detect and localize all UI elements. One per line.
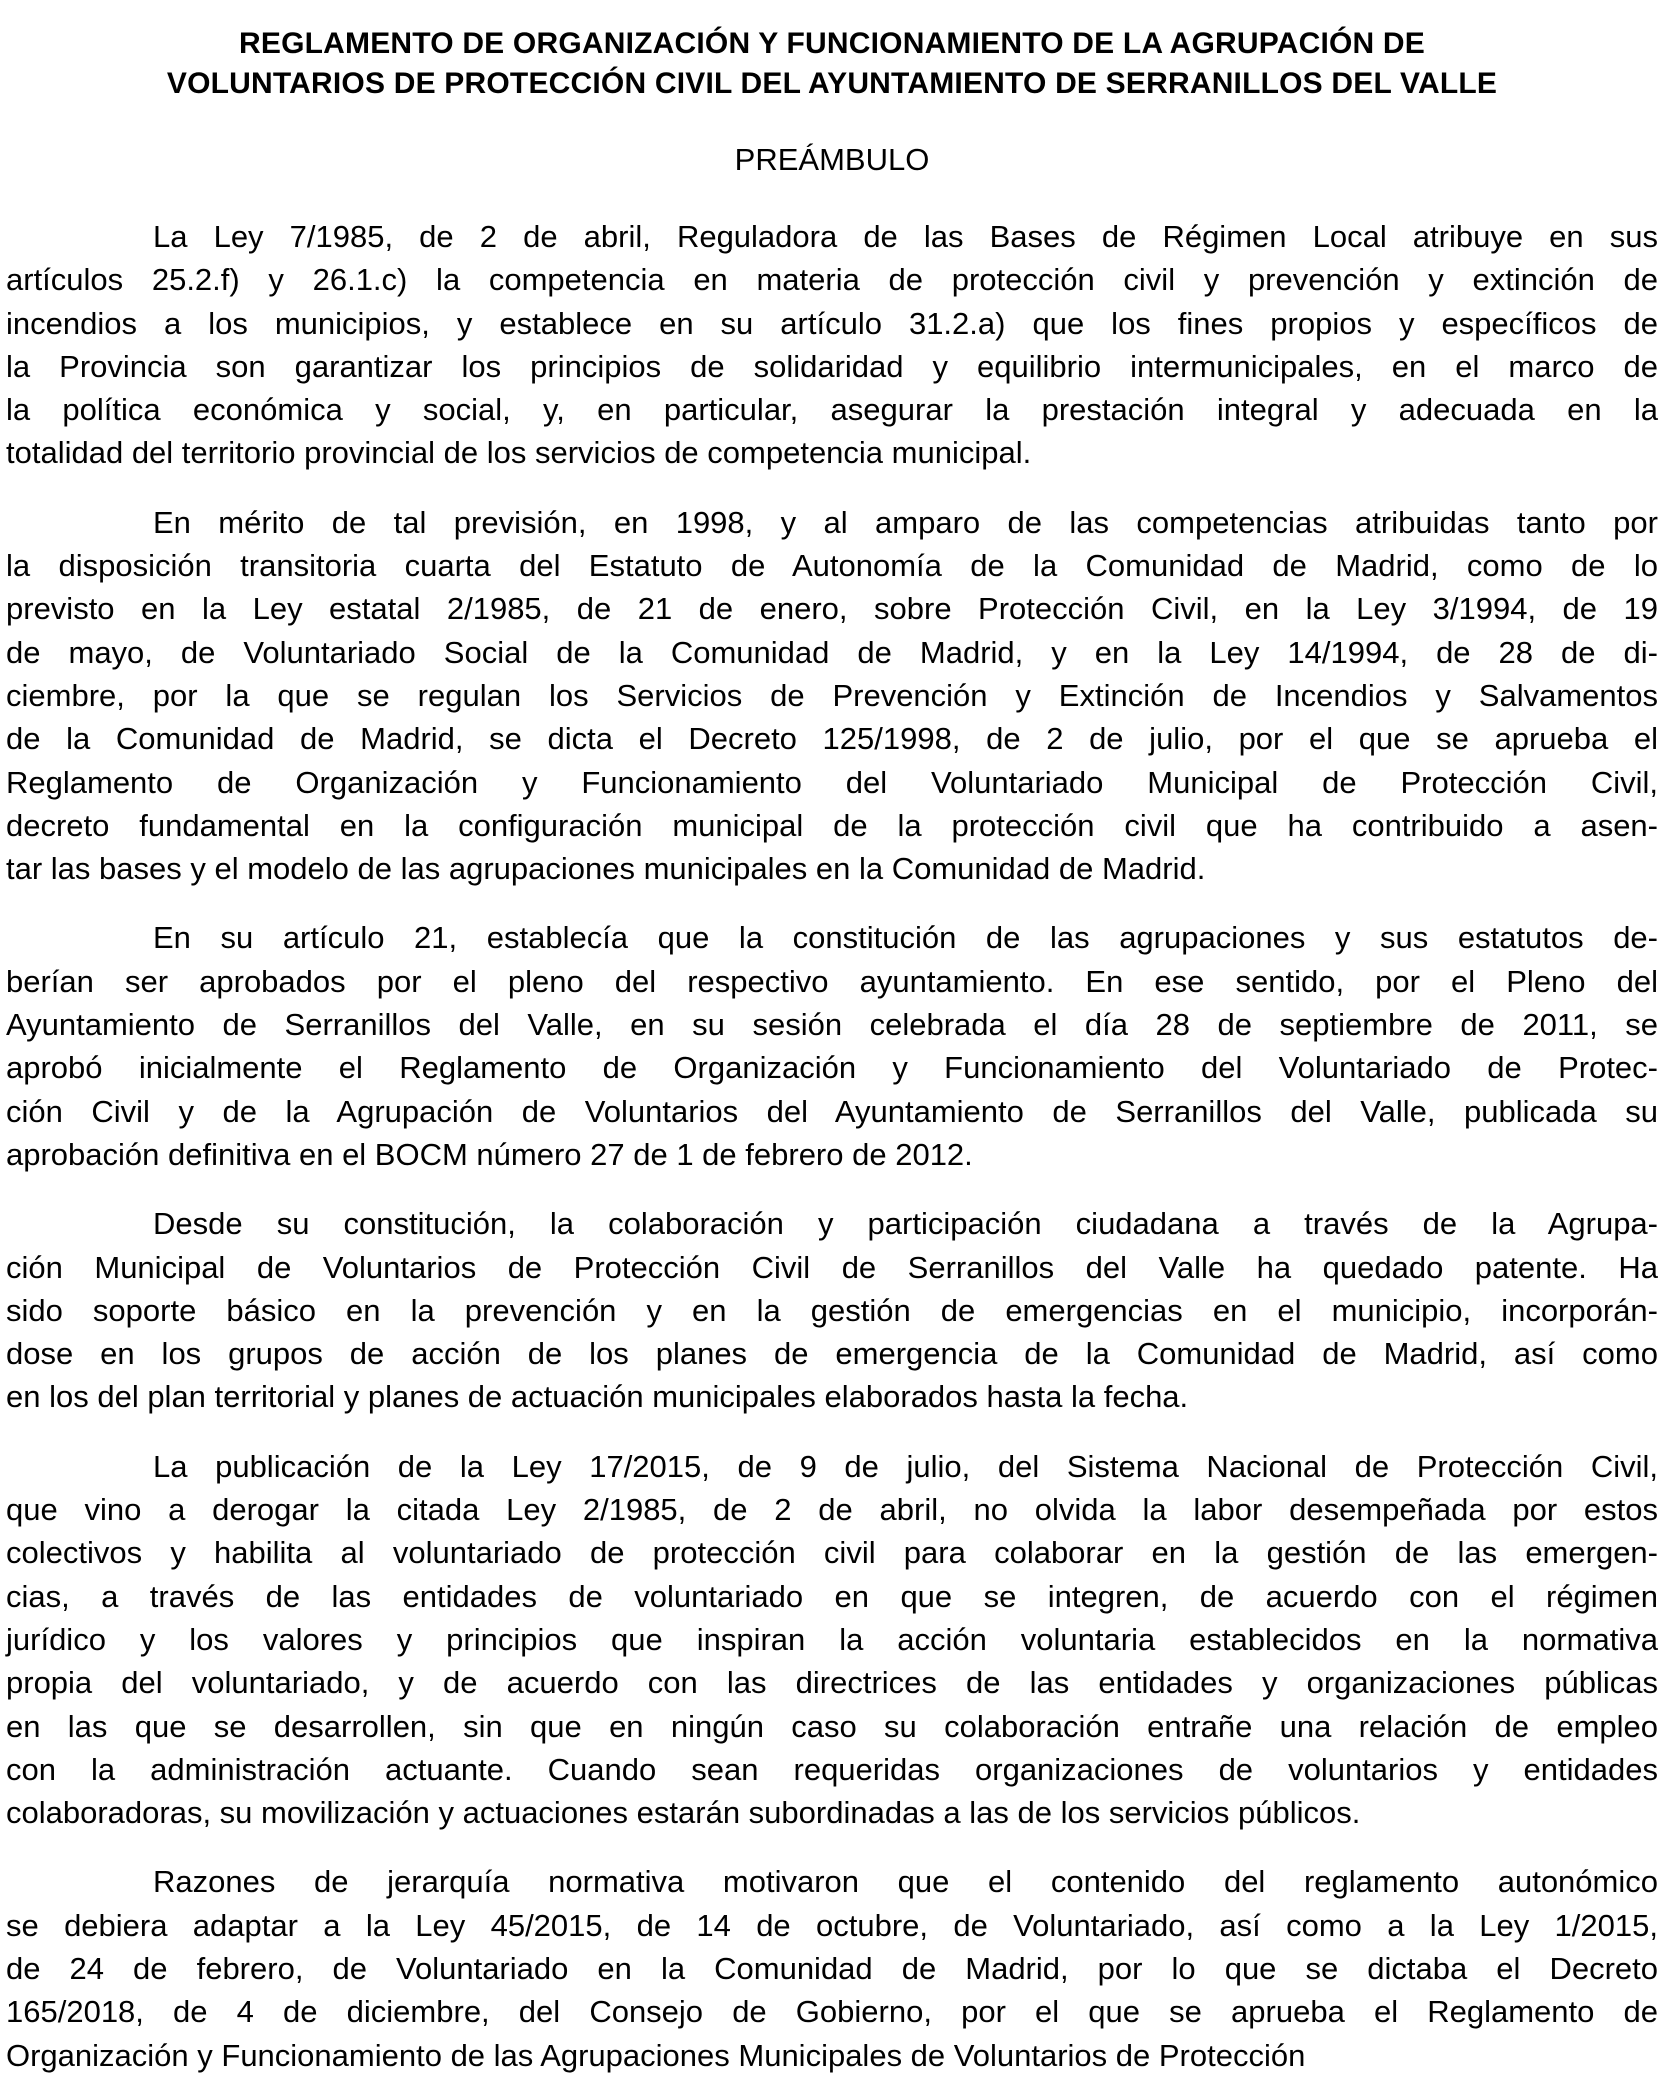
text-line: de 24 de febrero, de Voluntariado en la Comunidad de Madrid, por lo que se dictaba el Decreto <box>6 1950 1658 1986</box>
text-line: incendios a los municipios, y establece en su artículo 31.2.a) que los fines propios y específicos de <box>6 305 1658 341</box>
paragraph <box>6 501 1658 891</box>
text-line: de mayo, de Voluntariado Social de la Comunidad de Madrid, y en la Ley 14/1994, de 28 de di- <box>6 634 1658 670</box>
text-line: en los del plan territorial y planes de actuación municipales elaborados hasta la fecha. <box>6 1379 1189 1415</box>
text-line: En su artículo 21, establecía que la constitución de las agrupaciones y sus estatutos de- <box>153 920 1658 956</box>
text-line: colaboradoras, su movilización y actuaciones estarán subordinadas a las de los servicios públicos. <box>6 1795 1361 1831</box>
text-line: tar las bases y el modelo de las agrupaciones municipales en la Comunidad de Madrid. <box>6 851 1206 887</box>
text-line: En mérito de tal previsión, en 1998, y al amparo de las competencias atribuidas tanto por <box>153 504 1658 540</box>
paragraph <box>6 1202 1658 1418</box>
text-line: propia del voluntariado, y de acuerdo con las directrices de las entidades y organizaciones públicas <box>6 1665 1658 1701</box>
text-line: se debiera adaptar a la Ley 45/2015, de 14 de octubre, de Voluntariado, así como a la Ley 1/2015, <box>6 1907 1658 1943</box>
text-line: de la Comunidad de Madrid, se dicta el Decreto 125/1998, de 2 de julio, por el que se aprueba el <box>6 721 1658 757</box>
text-line: artículos 25.2.f) y 26.1.c) la competencia en materia de protección civil y prevención y extinción de <box>6 262 1658 298</box>
text-line: sido soporte básico en la prevención y en la gestión de emergencias en el municipio, incorporán- <box>6 1292 1658 1328</box>
text-line: decreto fundamental en la configuración municipal de la protección civil que ha contribuido a asen- <box>6 807 1658 843</box>
text-line: Razones de jerarquía normativa motivaron que el contenido del reglamento autonómico <box>153 1864 1658 1900</box>
text-line: La Ley 7/1985, de 2 de abril, Reguladora de las Bases de Régimen Local atribuye en sus <box>153 219 1658 254</box>
text-line: la política económica y social, y, en particular, asegurar la prestación integral y adecuada en la <box>6 392 1658 428</box>
text-line: totalidad del territorio provincial de los servicios de competencia municipal. <box>6 435 1032 471</box>
preambulo-heading: PREÁMBULO <box>734 142 930 177</box>
document-title <box>6 24 1658 104</box>
text-line: con la administración actuante. Cuando sean requeridas organizaciones de voluntarios y entidades <box>6 1751 1658 1787</box>
text-line: aprobó inicialmente el Reglamento de Organización y Funcionamiento del Voluntariado de Protec- <box>6 1050 1658 1086</box>
paragraph <box>6 1860 1658 2076</box>
text-line: Ayuntamiento de Serranillos del Valle, en su sesión celebrada el día 28 de septiembre de 2011, se <box>6 1007 1658 1043</box>
text-line: previsto en la Ley estatal 2/1985, de 21 de enero, sobre Protección Civil, en la Ley 3/1994, de 19 <box>6 591 1658 627</box>
text-line: jurídico y los valores y principios que inspiran la acción voluntaria establecidos en la normativa <box>6 1621 1658 1657</box>
text-line: La publicación de la Ley 17/2015, de 9 de julio, del Sistema Nacional de Protección Civil, <box>153 1448 1658 1484</box>
text-line: ción Municipal de Voluntarios de Protección Civil de Serranillos del Valle ha quedado patente. Ha <box>6 1249 1658 1285</box>
paragraph <box>6 1445 1658 1835</box>
text-line: en las que se desarrollen, sin que en ningún caso su colaboración entrañe una relación de empleo <box>6 1708 1658 1744</box>
text-line: Desde su constitución, la colaboración y participación ciudadana a través de la Agrupa- <box>153 1206 1658 1242</box>
text-line: la disposición transitoria cuarta del Estatuto de Autonomía de la Comunidad de Madrid, como de lo <box>6 548 1658 584</box>
paragraph <box>6 215 1658 475</box>
text-line: berían ser aprobados por el pleno del respectivo ayuntamiento. En ese sentido, por el Pleno del <box>6 963 1658 999</box>
document-body <box>6 215 1658 2077</box>
text-line: la Provincia son garantizar los principios de solidaridad y equilibrio intermunicipales, en el marco de <box>6 348 1658 384</box>
text-line: que vino a derogar la citada Ley 2/1985, de 2 de abril, no olvida la labor desempeñada por estos <box>6 1492 1658 1528</box>
text-line: ción Civil y de la Agrupación de Voluntarios del Ayuntamiento de Serranillos del Valle, publicada su <box>6 1093 1658 1129</box>
text-line: ciembre, por la que se regulan los Servicios de Prevención y Extinción de Incendios y Salvamentos <box>6 677 1658 713</box>
text-line: aprobación definitiva en el BOCM número 27 de 1 de febrero de 2012. <box>6 1136 973 1172</box>
text-line: colectivos y habilita al voluntariado de protección civil para colaborar en la gestión de las emergen- <box>6 1535 1658 1571</box>
paragraph <box>6 916 1658 1176</box>
text-line: Reglamento de Organización y Funcionamiento del Voluntariado Municipal de Protección Civil, <box>6 764 1658 800</box>
document-title-line-1: REGLAMENTO DE ORGANIZACIÓN Y FUNCIONAMIENTO DE LA AGRUPACIÓN DE <box>239 27 1425 60</box>
text-line: cias, a través de las entidades de voluntariado en que se integren, de acuerdo con el régimen <box>6 1578 1658 1614</box>
text-line: 165/2018, de 4 de diciembre, del Consejo de Gobierno, por el que se aprueba el Reglamento de <box>6 1994 1658 2030</box>
document-title-line-2: VOLUNTARIOS DE PROTECCIÓN CIVIL DEL AYUNTAMIENTO DE SERRANILLOS DEL VALLE <box>166 67 1498 100</box>
text-line: Organización y Funcionamiento de las Agrupaciones Municipales de Voluntarios de Protección <box>6 2037 1306 2073</box>
text-line: dose en los grupos de acción de los planes de emergencia de la Comunidad de Madrid, así como <box>6 1336 1658 1372</box>
